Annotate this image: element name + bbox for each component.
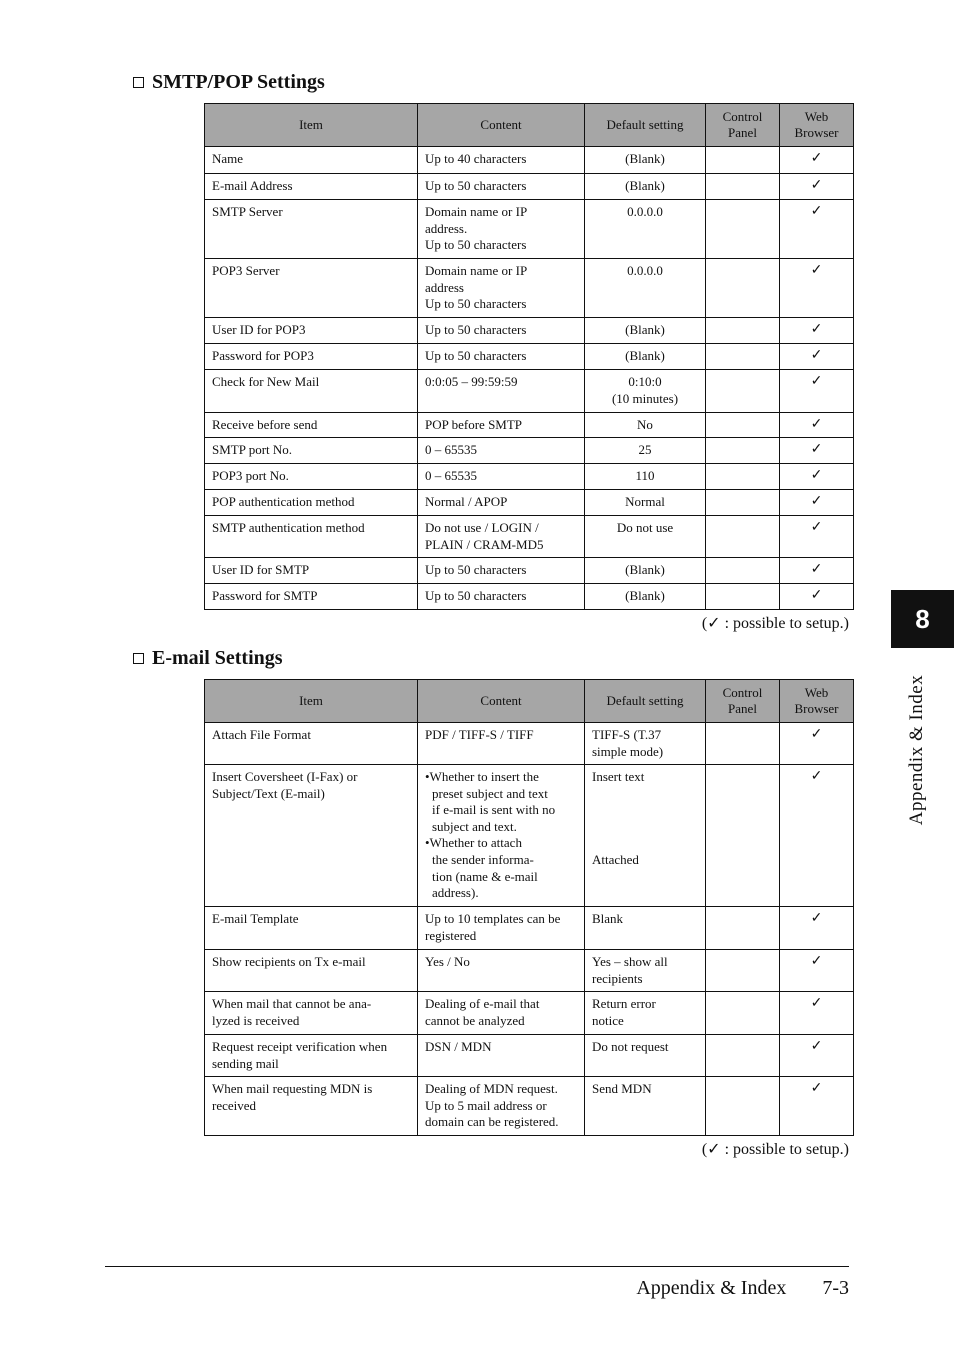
table-row xyxy=(205,1077,854,1136)
row-control-panel-cell xyxy=(706,950,780,992)
table-row xyxy=(205,464,854,490)
row-default-cell: (Blank) xyxy=(585,558,706,584)
row-web-browser-cell: ✓ xyxy=(780,200,854,259)
header-control-panel: Control Panel xyxy=(706,104,780,147)
table-header-row xyxy=(205,680,854,723)
row-content-cell: 0 – 65535 xyxy=(418,464,585,490)
row-content-cell: Domain name or IP address Up to 50 characters xyxy=(418,259,585,318)
page-footer xyxy=(636,1277,849,1300)
row-item-cell: SMTP Server xyxy=(205,200,418,259)
row-web-browser-cell: ✓ xyxy=(780,1035,854,1077)
row-default-cell: (Blank) xyxy=(585,174,706,200)
row-content-cell: •Whether to insert the preset subject and text if e-mail is sent with no subject and text. •Whether to attach the sender informa- tion (name & e-mail address). xyxy=(418,765,585,907)
row-item-cell: SMTP authentication method xyxy=(205,516,418,558)
row-item-cell: Password for SMTP xyxy=(205,584,418,610)
row-control-panel-cell xyxy=(706,992,780,1035)
row-control-panel-cell xyxy=(706,723,780,765)
row-web-browser-cell: ✓ xyxy=(780,907,854,950)
row-web-browser-cell: ✓ xyxy=(780,950,854,992)
row-item-cell: Show recipients on Tx e-mail xyxy=(205,950,418,992)
row-web-browser-cell: ✓ xyxy=(780,558,854,584)
header-web-browser: Web Browser xyxy=(780,680,854,723)
email-legend-note: (✓ : possible to setup.) xyxy=(701,1141,849,1158)
row-web-browser-cell: ✓ xyxy=(780,723,854,765)
header-content: Content xyxy=(418,680,585,723)
row-control-panel-cell xyxy=(706,438,780,464)
row-item-cell: Attach File Format xyxy=(205,723,418,765)
row-default-cell: Normal xyxy=(585,490,706,516)
row-item-cell: Check for New Mail xyxy=(205,370,418,413)
row-default-cell: TIFF-S (T.37 simple mode) xyxy=(585,723,706,765)
table-row xyxy=(205,259,854,318)
row-default-cell: (Blank) xyxy=(585,147,706,174)
row-web-browser-cell: ✓ xyxy=(780,344,854,370)
square-bullet-icon xyxy=(133,653,144,664)
table-row xyxy=(205,1035,854,1077)
row-default-cell: (Blank) xyxy=(585,344,706,370)
row-default-cell: Do not request xyxy=(585,1035,706,1077)
row-web-browser-cell: ✓ xyxy=(780,147,854,174)
row-item-cell: Insert Coversheet (I-Fax) or Subject/Text (E-mail) xyxy=(205,765,418,907)
table-row xyxy=(205,723,854,765)
row-control-panel-cell xyxy=(706,147,780,174)
row-web-browser-cell: ✓ xyxy=(780,765,854,907)
row-item-cell: POP authentication method xyxy=(205,490,418,516)
row-web-browser-cell: ✓ xyxy=(780,413,854,438)
table-row xyxy=(205,516,854,558)
row-control-panel-cell xyxy=(706,344,780,370)
table-row xyxy=(205,318,854,344)
row-control-panel-cell xyxy=(706,765,780,907)
row-content-cell: 0 – 65535 xyxy=(418,438,585,464)
row-item-cell: E-mail Address xyxy=(205,174,418,200)
header-default-setting: Default setting xyxy=(585,104,706,147)
row-default-cell: No xyxy=(585,413,706,438)
row-default-cell: Do not use xyxy=(585,516,706,558)
row-default-cell: 0.0.0.0 xyxy=(585,200,706,259)
row-default-cell: Yes – show all recipients xyxy=(585,950,706,992)
table-row xyxy=(205,992,854,1035)
table-header-row xyxy=(205,104,854,147)
row-web-browser-cell: ✓ xyxy=(780,318,854,344)
smtp-section-title-text: SMTP/POP Settings xyxy=(152,71,325,93)
table-row xyxy=(205,370,854,413)
row-content-cell: Up to 50 characters xyxy=(418,344,585,370)
row-item-cell: When mail requesting MDN is received xyxy=(205,1077,418,1136)
row-default-cell: Send MDN xyxy=(585,1077,706,1136)
row-item-cell: SMTP port No. xyxy=(205,438,418,464)
table-row xyxy=(205,950,854,992)
row-control-panel-cell xyxy=(706,516,780,558)
row-default-cell: Return error notice xyxy=(585,992,706,1035)
row-web-browser-cell: ✓ xyxy=(780,1077,854,1136)
row-default-cell: 25 xyxy=(585,438,706,464)
row-control-panel-cell xyxy=(706,464,780,490)
table-row xyxy=(205,584,854,610)
row-content-cell: Up to 50 characters xyxy=(418,318,585,344)
table-row xyxy=(205,413,854,438)
row-item-cell: Password for POP3 xyxy=(205,344,418,370)
row-content-cell: Up to 50 characters xyxy=(418,174,585,200)
row-content-cell: POP before SMTP xyxy=(418,413,585,438)
email-section-title-text: E-mail Settings xyxy=(152,647,283,669)
email-settings-table xyxy=(204,679,854,1136)
footer-section-name: Appendix & Index xyxy=(636,1277,787,1299)
table-row xyxy=(205,344,854,370)
email-section-title xyxy=(133,647,283,670)
row-item-cell: POP3 Server xyxy=(205,259,418,318)
row-web-browser-cell: ✓ xyxy=(780,584,854,610)
row-content-cell: PDF / TIFF-S / TIFF xyxy=(418,723,585,765)
row-item-cell: Request receipt verification when sending mail xyxy=(205,1035,418,1077)
row-item-cell: User ID for SMTP xyxy=(205,558,418,584)
header-content: Content xyxy=(418,104,585,147)
smtp-pop-settings-table xyxy=(204,103,854,610)
header-item: Item xyxy=(205,104,418,147)
row-content-cell: Dealing of e-mail that cannot be analyzed xyxy=(418,992,585,1035)
table-row xyxy=(205,765,854,907)
row-content-cell: Do not use / LOGIN / PLAIN / CRAM-MD5 xyxy=(418,516,585,558)
row-default-cell: (Blank) xyxy=(585,584,706,610)
row-web-browser-cell: ✓ xyxy=(780,490,854,516)
row-control-panel-cell xyxy=(706,1035,780,1077)
row-control-panel-cell xyxy=(706,584,780,610)
header-web-browser: Web Browser xyxy=(780,104,854,147)
row-control-panel-cell xyxy=(706,259,780,318)
row-content-cell: Dealing of MDN request. Up to 5 mail address or domain can be registered. xyxy=(418,1077,585,1136)
row-item-cell: E-mail Template xyxy=(205,907,418,950)
row-default-cell: Insert text Attached xyxy=(585,765,706,907)
row-control-panel-cell xyxy=(706,318,780,344)
table-row xyxy=(205,490,854,516)
table-row xyxy=(205,438,854,464)
row-web-browser-cell: ✓ xyxy=(780,438,854,464)
row-item-cell: User ID for POP3 xyxy=(205,318,418,344)
row-web-browser-cell: ✓ xyxy=(780,464,854,490)
row-web-browser-cell: ✓ xyxy=(780,516,854,558)
row-default-cell: 0:10:0 (10 minutes) xyxy=(585,370,706,413)
smtp-legend-note: (✓ : possible to setup.) xyxy=(701,615,849,632)
row-content-cell: Up to 50 characters xyxy=(418,558,585,584)
row-content-cell: Up to 10 templates can be registered xyxy=(418,907,585,950)
row-default-cell: (Blank) xyxy=(585,318,706,344)
table-row xyxy=(205,147,854,174)
square-bullet-icon xyxy=(133,77,144,88)
row-item-cell: POP3 port No. xyxy=(205,464,418,490)
row-default-cell: 0.0.0.0 xyxy=(585,259,706,318)
row-control-panel-cell xyxy=(706,1077,780,1136)
row-control-panel-cell xyxy=(706,413,780,438)
row-content-cell: Domain name or IP address. Up to 50 characters xyxy=(418,200,585,259)
table-row xyxy=(205,558,854,584)
row-default-cell: 110 xyxy=(585,464,706,490)
header-control-panel: Control Panel xyxy=(706,680,780,723)
row-web-browser-cell: ✓ xyxy=(780,370,854,413)
row-control-panel-cell xyxy=(706,558,780,584)
row-control-panel-cell xyxy=(706,490,780,516)
row-control-panel-cell xyxy=(706,200,780,259)
chapter-side-label: Appendix & Index xyxy=(906,674,927,826)
footer-divider xyxy=(105,1266,849,1267)
footer-page-number: 7-3 xyxy=(822,1277,849,1299)
header-item: Item xyxy=(205,680,418,723)
row-item-cell: Name xyxy=(205,147,418,174)
header-default-setting: Default setting xyxy=(585,680,706,723)
row-item-cell: Receive before send xyxy=(205,413,418,438)
row-default-cell: Blank xyxy=(585,907,706,950)
row-control-panel-cell xyxy=(706,907,780,950)
smtp-section-title xyxy=(133,71,325,94)
row-content-cell: Normal / APOP xyxy=(418,490,585,516)
table-row xyxy=(205,174,854,200)
table-row xyxy=(205,907,854,950)
row-content-cell: Yes / No xyxy=(418,950,585,992)
row-item-cell: When mail that cannot be ana- lyzed is received xyxy=(205,992,418,1035)
row-control-panel-cell xyxy=(706,174,780,200)
row-control-panel-cell xyxy=(706,370,780,413)
chapter-tab: 8 xyxy=(891,590,954,648)
row-content-cell: Up to 50 characters xyxy=(418,584,585,610)
row-web-browser-cell: ✓ xyxy=(780,174,854,200)
row-web-browser-cell: ✓ xyxy=(780,992,854,1035)
row-content-cell: DSN / MDN xyxy=(418,1035,585,1077)
table-row xyxy=(205,200,854,259)
row-content-cell: 0:0:05 – 99:59:59 xyxy=(418,370,585,413)
row-web-browser-cell: ✓ xyxy=(780,259,854,318)
row-content-cell: Up to 40 characters xyxy=(418,147,585,174)
